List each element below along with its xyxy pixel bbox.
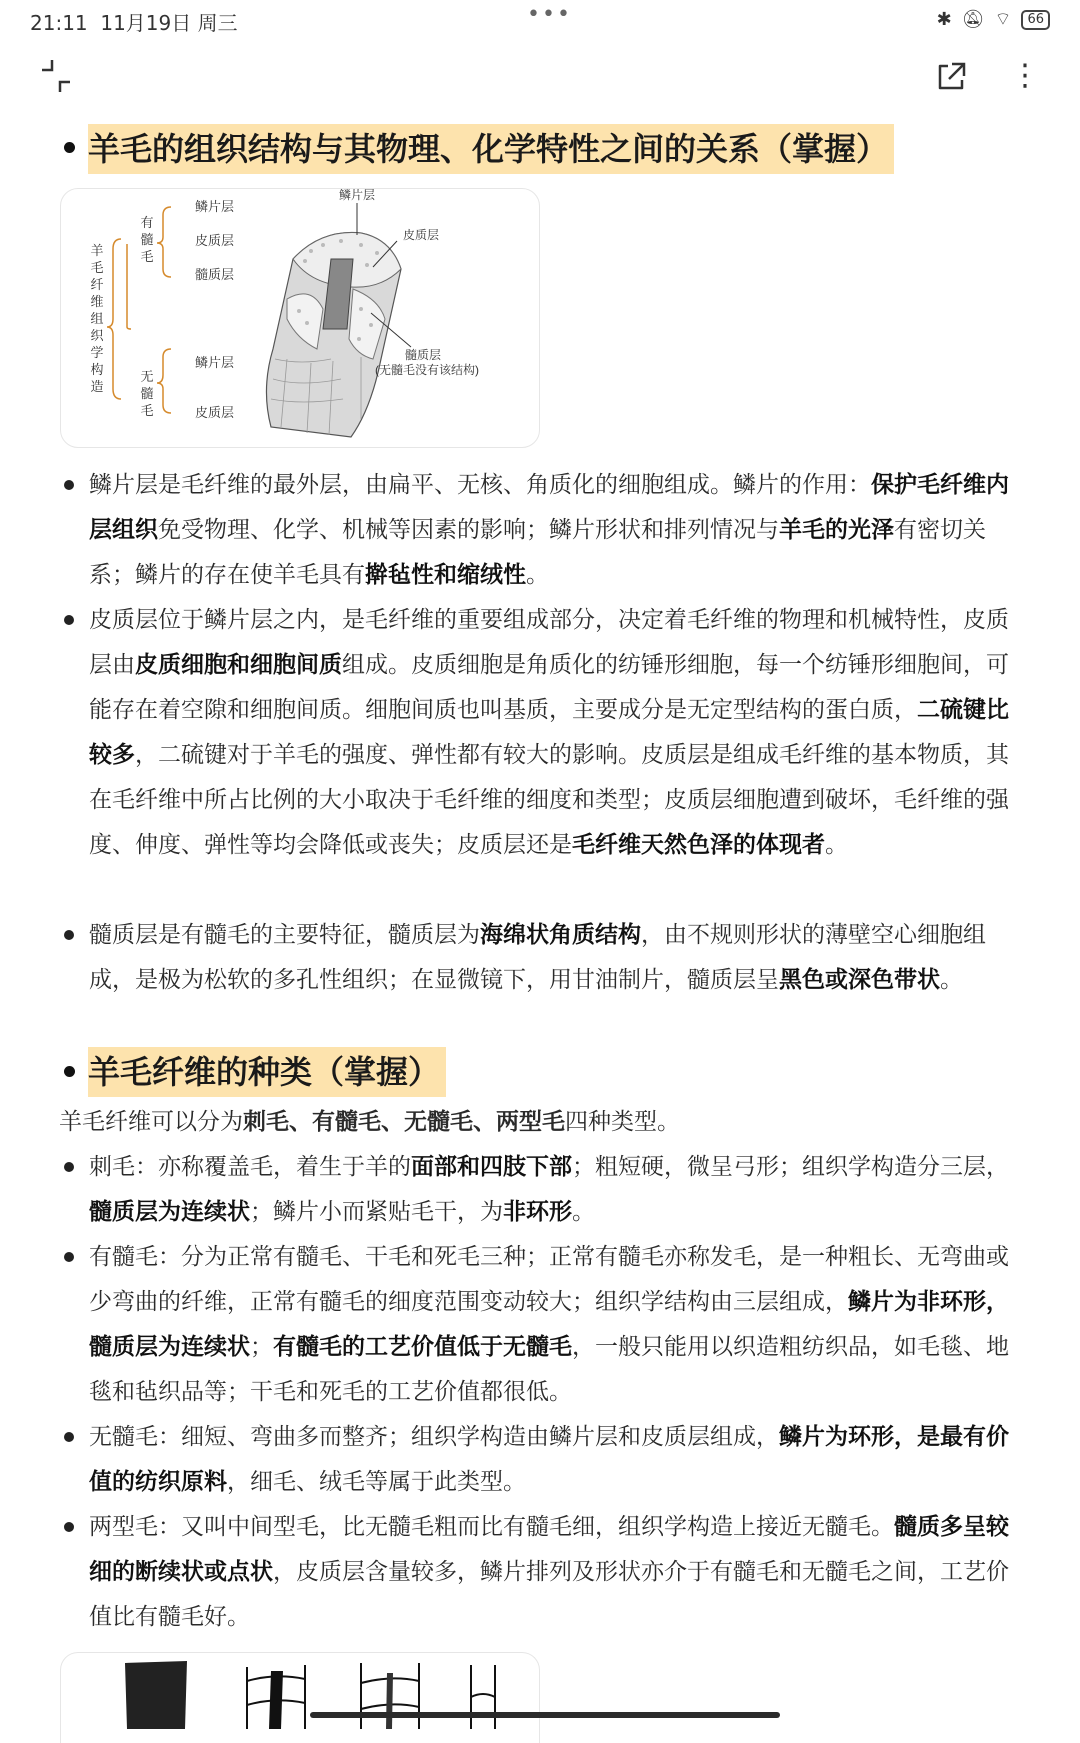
medullated-paragraph bbox=[89, 1235, 1019, 1415]
text: 两型毛：又叫中间型毛，比无髓毛粗而比有髓毛细，组织学构造上接近无髓毛。 bbox=[89, 1514, 894, 1540]
bullet-dot bbox=[64, 930, 74, 940]
bold-text: 海绵状角质结构 bbox=[480, 922, 641, 948]
text: 组成。皮质细胞是角质化的纺锤形细胞，每一个纺锤形细胞间，可能存在着空隙和细胞间质。细胞间质也叫基质，主要成分是无定型结构的蛋白质， bbox=[89, 652, 1009, 723]
text: 羊毛纤维可以分为 bbox=[59, 1109, 243, 1135]
cortex-layer-paragraph bbox=[89, 598, 1019, 868]
vt-0: 羊 bbox=[90, 243, 104, 258]
bold-text: 二硫键比较多 bbox=[89, 697, 1009, 768]
medulla-layer-paragraph bbox=[89, 913, 1019, 1003]
text: ； bbox=[250, 1334, 273, 1360]
med-2: 毛 bbox=[140, 249, 154, 264]
bullet-dot bbox=[64, 1252, 74, 1262]
date: 11月19日 周三 bbox=[100, 11, 238, 35]
text: 有密切关系；鳞片的存在使羊毛具有 bbox=[89, 517, 986, 588]
ml-1: 皮质层 bbox=[195, 233, 235, 248]
vt-6: 学 bbox=[90, 345, 104, 360]
text: 鳞片层是毛纤维的最外层，由扁平、无核、角质化的细胞组成。鳞片的作用： bbox=[89, 472, 871, 498]
non-0: 无 bbox=[140, 369, 154, 384]
wool-types-intro bbox=[59, 1100, 680, 1145]
section1-heading: 羊毛的组织结构与其物理、化学特性之间的关系（掌握） bbox=[88, 124, 894, 174]
wool-types-figure bbox=[60, 1652, 540, 1743]
text: 四种类型。 bbox=[565, 1109, 680, 1135]
heading-bullet bbox=[64, 1066, 75, 1077]
callout-medulla-note: (无髓毛没有该结构) bbox=[375, 363, 479, 377]
non-1: 髓 bbox=[140, 386, 154, 401]
bold-text: 保护毛纤维内层组织 bbox=[89, 472, 1009, 543]
fiber-illustration bbox=[266, 233, 401, 437]
vt-3: 维 bbox=[90, 294, 104, 309]
ml-0: 鳞片层 bbox=[195, 199, 235, 214]
bold-text: 黑色或深色带状 bbox=[779, 967, 940, 993]
non-medullated-paragraph bbox=[89, 1415, 1019, 1505]
scale-layer-paragraph bbox=[89, 463, 1019, 598]
text: ；鳞片小而紧贴毛干，为 bbox=[250, 1199, 503, 1225]
nl-1: 皮质层 bbox=[195, 405, 235, 420]
bold-text: 毛纤维天然色泽的体现者 bbox=[572, 832, 825, 858]
bullet-dot bbox=[64, 1162, 74, 1172]
callout-scale: 鳞片层 bbox=[338, 189, 376, 202]
bold-text: 鳞片为非环形，髓质层为连续状 bbox=[89, 1289, 1009, 1360]
text: ；粗短硬，微呈弓形；组织学构造分三层， bbox=[572, 1154, 1009, 1180]
bold-text: 羊毛的光泽 bbox=[779, 517, 894, 543]
vt-7: 构 bbox=[90, 362, 104, 377]
text: 免受物理、化学、机械等因素的影响；鳞片形状和排列情况与 bbox=[158, 517, 779, 543]
text: ，皮质层含量较多，鳞片排列及形状亦介于有髓毛和无髓毛之间，工艺价值比有髓毛好。 bbox=[89, 1559, 1009, 1630]
bold-text: 非环形 bbox=[503, 1199, 572, 1225]
ml-2: 髓质层 bbox=[195, 267, 235, 282]
heading-bullet bbox=[64, 142, 75, 153]
text: 皮质层位于鳞片层之内，是毛纤维的重要组成部分，决定着毛纤维的物理和机械特性，皮质层由 bbox=[89, 607, 1009, 678]
vt-1: 毛 bbox=[90, 260, 104, 275]
more-options-icon[interactable]: ⋮ bbox=[1010, 58, 1040, 93]
bullet-dot bbox=[64, 480, 74, 490]
text: ，二硫键对于羊毛的强度、弹性都有较大的影响。皮质层是组成毛纤维的基本物质，其在毛纤维中所占比例的大小取决于毛纤维的细度和类型；皮质层细胞遭到破坏，毛纤维的强度、伸度、弹性等均会降低或丧失；皮质层还是 bbox=[89, 742, 1009, 858]
wifi-icon: ⌔ bbox=[994, 9, 1012, 30]
bullet-dot bbox=[64, 1432, 74, 1442]
med-0: 有 bbox=[140, 215, 154, 230]
text: 。 bbox=[526, 562, 549, 588]
vt-2: 纤 bbox=[90, 277, 104, 292]
section2-heading: 羊毛纤维的种类（掌握） bbox=[88, 1047, 446, 1097]
bluetooth-icon: ✱ bbox=[936, 9, 952, 30]
text: ，细毛、绒毛等属于此类型。 bbox=[227, 1469, 526, 1495]
med-1: 髓 bbox=[140, 232, 154, 247]
wool-structure-figure bbox=[60, 188, 540, 448]
bold-text: 有髓毛的工艺价值低于无髓毛 bbox=[273, 1334, 572, 1360]
nl-0: 鳞片层 bbox=[195, 355, 235, 370]
text: 。 bbox=[572, 1199, 595, 1225]
status-dots[interactable]: ••• bbox=[527, 2, 572, 27]
kemp-paragraph bbox=[89, 1145, 1019, 1235]
heterotype-paragraph bbox=[89, 1505, 1019, 1640]
text: 有髓毛：分为正常有髓毛、干毛和死毛三种；正常有髓毛亦称发毛，是一种粗长、无弯曲或少弯曲的纤维，正常有髓毛的细度范围变动较大；组织学结构由三层组成， bbox=[89, 1244, 1009, 1315]
text: 。 bbox=[940, 967, 963, 993]
bold-text: 髓质多呈较细的断续状或点状 bbox=[89, 1514, 1009, 1585]
clock: 21:11 bbox=[30, 11, 88, 35]
bold-text: 髓质层为连续状 bbox=[89, 1199, 250, 1225]
bold-text: 刺毛、有髓毛、无髓毛、两型毛 bbox=[243, 1109, 565, 1135]
text: ，一般只能用以织造粗纺织品，如毛毯、地毯和毡织品等；干毛和死毛的工艺价值都很低。 bbox=[89, 1334, 1009, 1405]
bold-text: 擀毡性和缩绒性 bbox=[365, 562, 526, 588]
bold-text: 皮质细胞和细胞间质 bbox=[135, 652, 342, 678]
text: 刺毛：亦称覆盖毛，着生于羊的 bbox=[89, 1154, 411, 1180]
bold-text: 面部和四肢下部 bbox=[411, 1154, 572, 1180]
non-2: 毛 bbox=[140, 403, 154, 418]
vt-4: 组 bbox=[90, 311, 104, 326]
bullet-dot bbox=[64, 615, 74, 625]
vt-5: 织 bbox=[90, 328, 104, 343]
callout-medulla: 髓质层 bbox=[404, 348, 442, 362]
wool-structure-diagram bbox=[61, 189, 539, 447]
text: 髓质层是有髓毛的主要特征，髓质层为 bbox=[89, 922, 480, 948]
text: ，由不规则形状的薄壁空心细胞组成，是极为松软的多孔性组织；在显微镜下，用甘油制片，髓质层呈 bbox=[89, 922, 986, 993]
mute-icon: 🔕︎ bbox=[961, 9, 985, 30]
vt-8: 造 bbox=[90, 379, 104, 394]
scroll-indicator[interactable] bbox=[310, 1712, 780, 1718]
battery-icon: 66 bbox=[1021, 10, 1050, 30]
text: 无髓毛：细短、弯曲多而整齐；组织学构造由鳞片层和皮质层组成， bbox=[89, 1424, 779, 1450]
callout-cortex: 皮质层 bbox=[403, 228, 440, 242]
bold-text: 鳞片为环形，是最有价值的纺织原料 bbox=[89, 1424, 1009, 1495]
bullet-dot bbox=[64, 1522, 74, 1532]
text: 。 bbox=[825, 832, 848, 858]
